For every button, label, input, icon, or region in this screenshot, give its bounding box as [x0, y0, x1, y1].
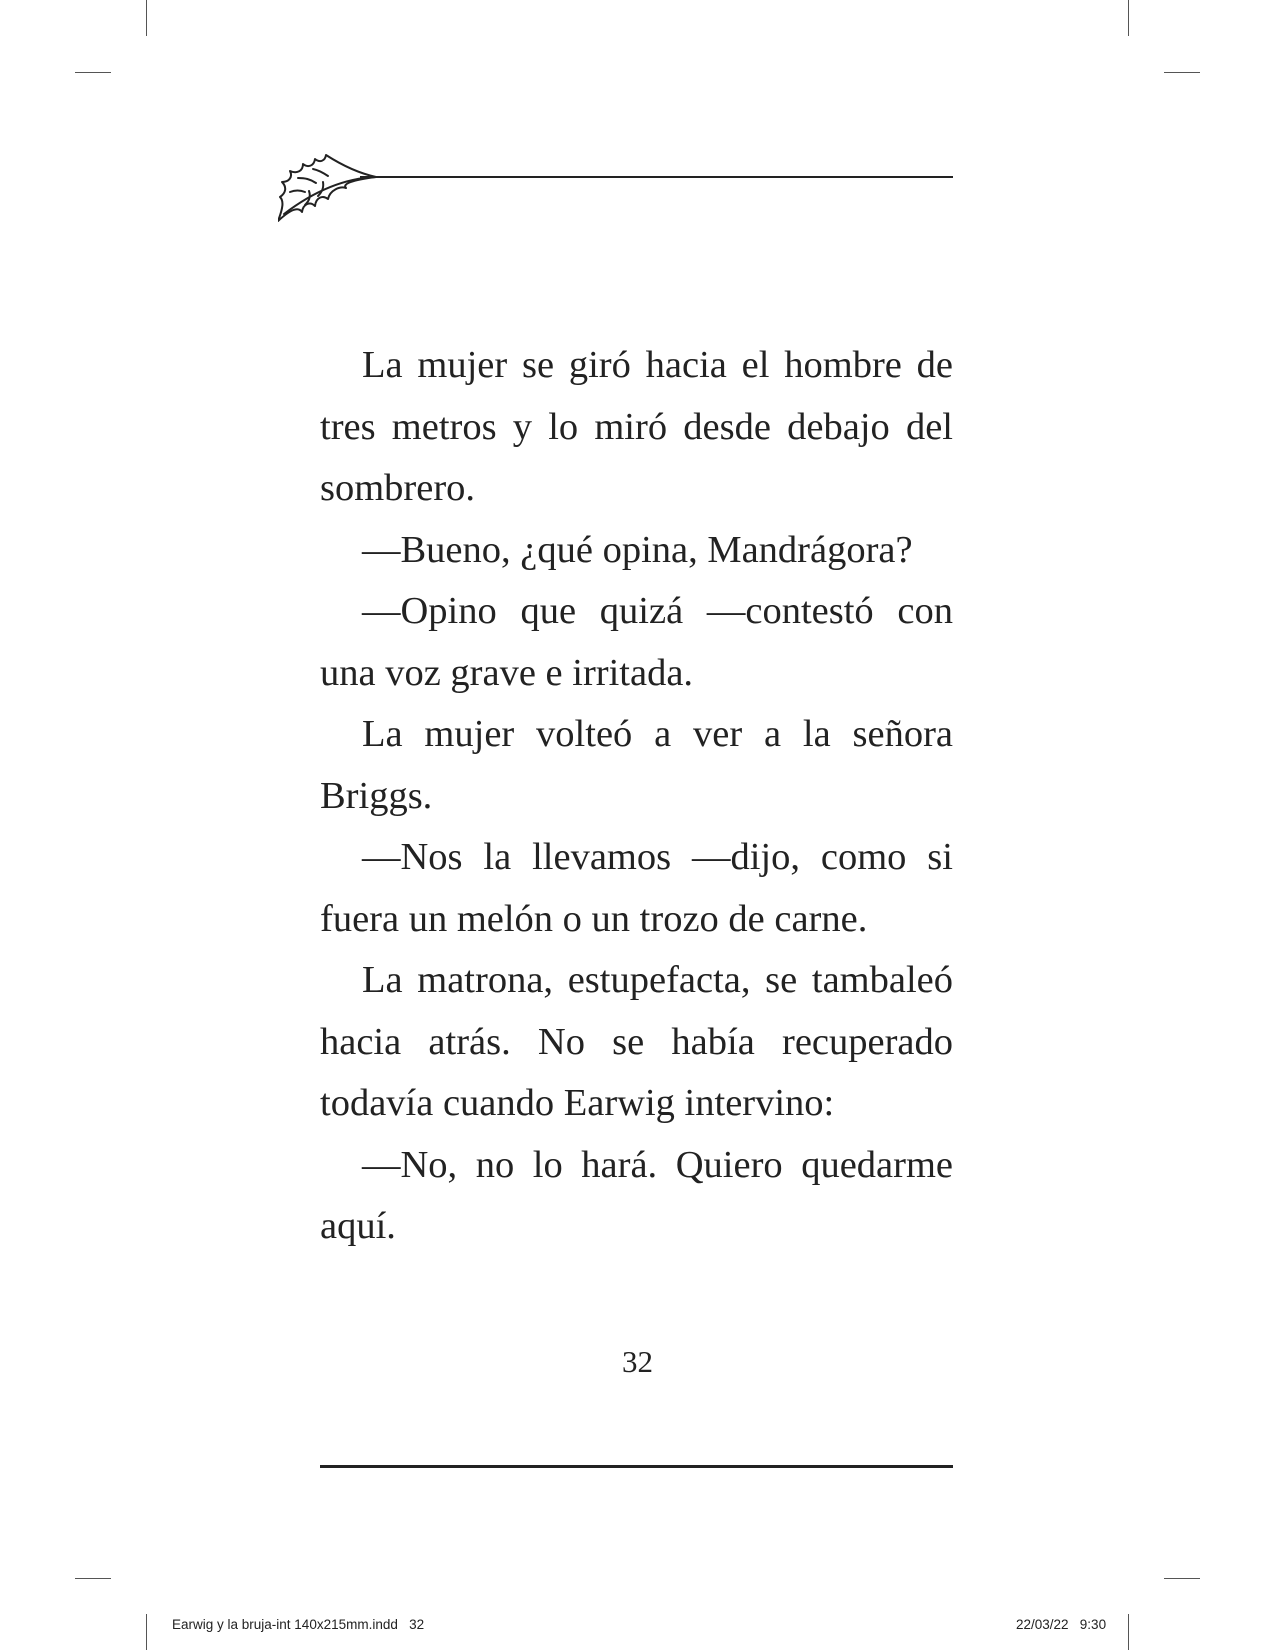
crop-mark-bottom-left: [146, 1614, 147, 1650]
header-rule: [360, 176, 953, 178]
paragraph: —Nos la llevamos —dijo, como si fuera un melón o un trozo de carne.: [320, 836, 953, 940]
slug-datetime: 22/03/22 9:30: [1016, 1617, 1107, 1632]
crop-mark-right-bottom: [1164, 1578, 1200, 1579]
page-number: 32: [622, 1344, 653, 1379]
crop-mark-bottom-right: [1128, 1614, 1129, 1650]
body-text: [320, 335, 953, 1258]
paragraph: La mujer se giró hacia el hombre de tres metros y lo miró desde debajo del sombrero.: [320, 344, 953, 509]
leaf-ornament-icon: [278, 150, 378, 225]
slug-file-name: Earwig y la bruja-int 140x215mm.indd 32: [172, 1617, 425, 1632]
paragraph: —Bueno, ¿qué opina, Mandrágora?: [362, 528, 913, 571]
paragraph: La mujer volteó a ver a la señora Briggs.: [320, 713, 953, 817]
paragraph: La matrona, estupefacta, se tambaleó hacia atrás. No se había recuperado todavía cuando Earwig intervino:: [320, 959, 953, 1124]
crop-mark-top-right: [1128, 0, 1129, 36]
crop-mark-left-top: [75, 72, 111, 73]
crop-mark-top-left: [146, 0, 147, 36]
crop-mark-right-top: [1164, 72, 1200, 73]
crop-mark-left-bottom: [75, 1578, 111, 1579]
paragraph: —Opino que quizá —contestó con una voz grave e irritada.: [320, 590, 953, 694]
footer-rule: [320, 1465, 953, 1468]
paragraph: —No, no lo hará. Quiero quedarme aquí.: [320, 1143, 953, 1247]
